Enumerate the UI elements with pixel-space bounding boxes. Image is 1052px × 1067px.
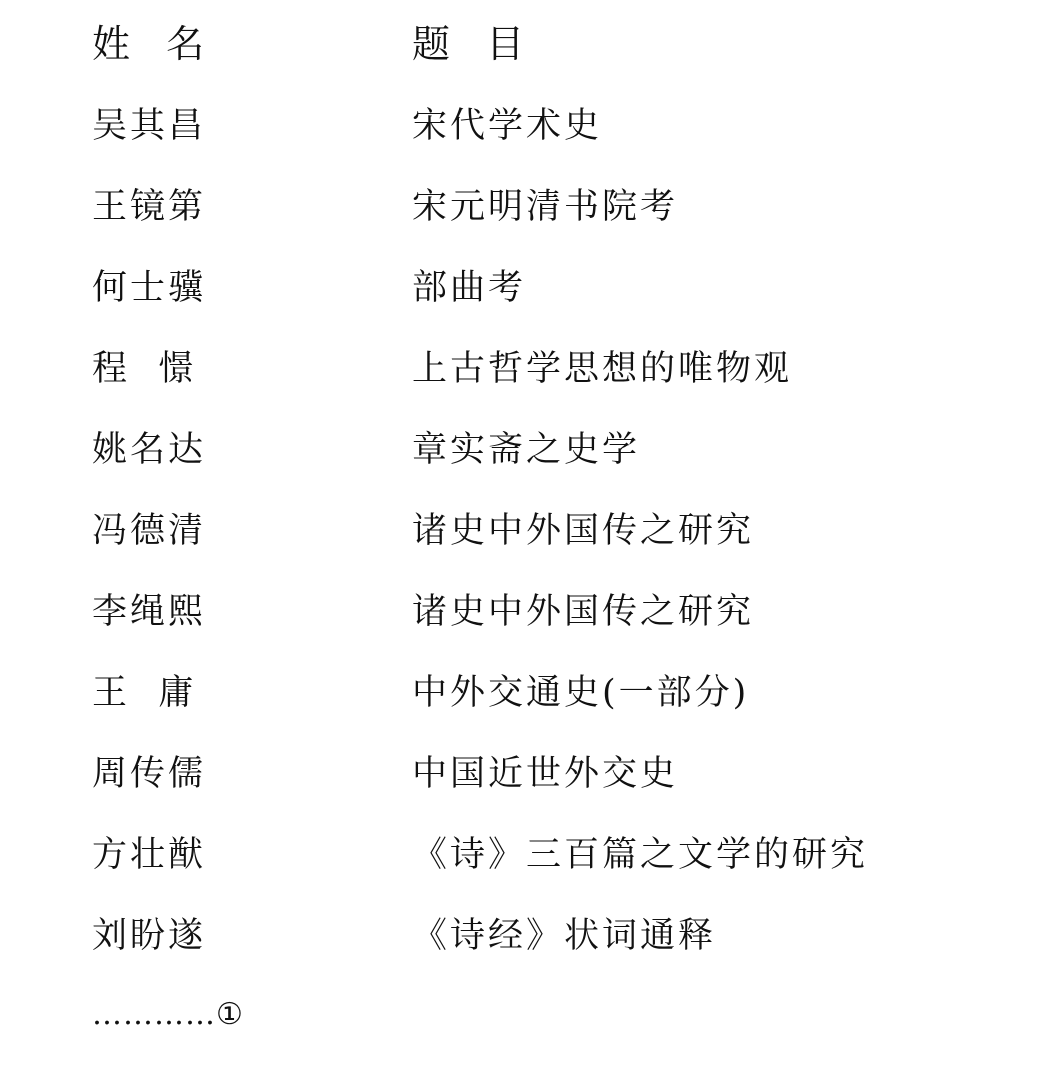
table-header-row — [0, 14, 1052, 74]
table-row — [0, 744, 1052, 804]
student-name: 姚名达 — [92, 430, 207, 470]
table-row — [0, 96, 1052, 156]
table-row — [0, 582, 1052, 642]
table-row — [0, 339, 1052, 399]
thesis-topic: 《诗经》状词通释 — [412, 916, 717, 956]
table-row — [0, 825, 1052, 885]
table-row — [0, 501, 1052, 561]
thesis-topic: 诸史中外国传之研究 — [412, 511, 755, 551]
student-name: 何士骥 — [92, 268, 207, 308]
student-name: 周传儒 — [92, 754, 207, 794]
table-row — [0, 420, 1052, 480]
table-row — [0, 177, 1052, 237]
thesis-topic: 中国近世外交史 — [412, 754, 679, 794]
name-column-header: 姓 名 — [92, 22, 209, 66]
thesis-topic: 宋元明清书院考 — [412, 187, 679, 227]
footnote-marker: …………① — [92, 997, 244, 1032]
student-name: 王镜第 — [92, 187, 207, 227]
table-row — [0, 663, 1052, 723]
student-name: 吴其昌 — [92, 106, 207, 146]
thesis-topic: 诸史中外国传之研究 — [412, 592, 755, 632]
student-name: 李绳熙 — [92, 592, 207, 632]
thesis-topic: 中外交通史(一部分) — [412, 673, 750, 713]
student-name: 王 庸 — [92, 673, 197, 713]
thesis-topic: 宋代学术史 — [412, 106, 603, 146]
student-name: 程 憬 — [92, 349, 197, 389]
topic-column-header: 题 目 — [412, 22, 529, 66]
student-name: 冯德清 — [92, 511, 207, 551]
student-name: 刘盼遂 — [92, 916, 207, 956]
thesis-topic: 章实斋之史学 — [412, 430, 641, 470]
table-row — [0, 258, 1052, 318]
student-name: 方壮猷 — [92, 835, 207, 875]
thesis-topic: 《诗》三百篇之文学的研究 — [412, 835, 869, 875]
table-row — [0, 906, 1052, 966]
thesis-topic: 部曲考 — [412, 268, 527, 308]
thesis-topic: 上古哲学思想的唯物观 — [412, 349, 793, 389]
